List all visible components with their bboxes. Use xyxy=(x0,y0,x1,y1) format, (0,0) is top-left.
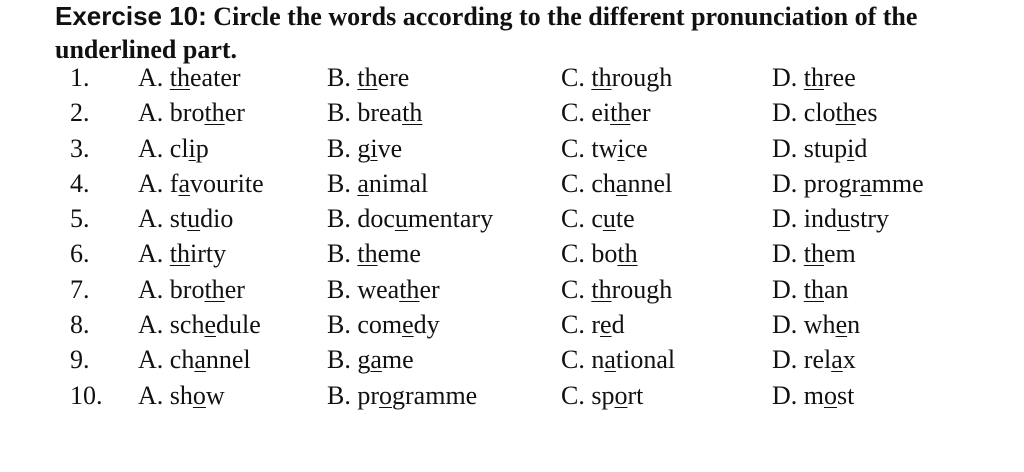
question-number: 9. xyxy=(70,345,90,375)
word-prefix: bro xyxy=(169,98,205,128)
underlined-part: e xyxy=(204,310,216,340)
word-suffix: p xyxy=(195,133,209,163)
option-d[interactable] xyxy=(772,60,856,95)
option-a[interactable] xyxy=(138,131,209,166)
word-prefix: pr xyxy=(357,380,380,410)
exercise-number: Exercise 10: xyxy=(55,1,207,31)
word-suffix: st xyxy=(837,380,855,410)
underlined-part: u xyxy=(394,204,408,234)
underlined-part: i xyxy=(847,133,855,163)
word-suffix: eme xyxy=(377,239,421,269)
word-suffix: ree xyxy=(824,63,856,92)
option-a[interactable] xyxy=(138,201,233,236)
word-prefix: ch xyxy=(169,345,195,375)
option-letter: C. xyxy=(561,380,585,410)
word-prefix: n xyxy=(591,345,605,375)
word-suffix: rough xyxy=(611,63,673,92)
option-d[interactable] xyxy=(772,378,854,413)
question-row xyxy=(0,131,1024,166)
option-d[interactable] xyxy=(772,201,889,236)
option-b[interactable] xyxy=(327,236,421,271)
word-prefix: wh xyxy=(803,310,836,340)
question-number: 8. xyxy=(70,310,90,340)
word-prefix: m xyxy=(803,380,825,410)
option-c[interactable] xyxy=(561,272,672,307)
option-letter: C. xyxy=(561,63,585,92)
option-letter: D. xyxy=(772,274,798,304)
word-suffix: d xyxy=(854,133,868,163)
option-letter: A. xyxy=(138,98,164,128)
word-prefix: sp xyxy=(591,380,615,410)
underlined-part: th xyxy=(204,98,225,128)
word-prefix: sch xyxy=(169,310,205,340)
option-letter: D. xyxy=(772,168,798,198)
option-c[interactable] xyxy=(561,131,648,166)
question-number: 2. xyxy=(70,98,90,128)
underlined-part: th xyxy=(169,63,191,92)
word-suffix: n xyxy=(847,310,861,340)
underlined-part: a xyxy=(604,345,616,375)
underlined-part: a xyxy=(194,345,206,375)
question-row xyxy=(0,378,1024,413)
word-suffix: te xyxy=(615,204,635,234)
question-number: 7. xyxy=(70,274,90,304)
option-c[interactable] xyxy=(561,307,625,342)
option-letter: C. xyxy=(561,345,585,375)
word-suffix: nnel xyxy=(205,345,251,375)
question-number: 10. xyxy=(70,380,103,410)
word-suffix: er xyxy=(224,98,245,128)
option-letter: D. xyxy=(772,239,798,269)
underlined-part: th xyxy=(835,98,856,128)
word-suffix: ce xyxy=(624,133,648,163)
option-letter: B. xyxy=(327,310,351,340)
option-letter: A. xyxy=(138,274,164,304)
word-prefix: ind xyxy=(803,204,838,234)
option-d[interactable] xyxy=(772,342,856,377)
option-c[interactable] xyxy=(561,95,651,130)
word-suffix: mentary xyxy=(407,204,494,234)
word-prefix: progr xyxy=(803,168,861,198)
underlined-part: th xyxy=(803,63,825,92)
underlined-part: i xyxy=(188,133,196,163)
underlined-part: th xyxy=(617,239,638,269)
word-prefix: c xyxy=(591,204,603,234)
exercise-instruction: Circle the words according to the different pronunciation of the underlined part. xyxy=(55,2,918,64)
word-prefix: ei xyxy=(591,98,611,128)
word-prefix: cl xyxy=(169,133,189,163)
question-row xyxy=(0,60,1024,95)
word-prefix: r xyxy=(591,310,601,340)
underlined-part: a xyxy=(178,168,190,198)
question-row xyxy=(0,201,1024,236)
underlined-part: a xyxy=(615,168,628,198)
option-a[interactable] xyxy=(138,166,264,201)
word-prefix: bro xyxy=(169,274,205,304)
word-suffix: rt xyxy=(627,380,644,410)
option-letter: C. xyxy=(561,274,585,304)
underlined-part: u xyxy=(187,204,201,234)
option-d[interactable] xyxy=(772,272,849,307)
question-row xyxy=(0,272,1024,307)
option-letter: D. xyxy=(772,345,798,375)
underlined-part: th xyxy=(803,274,825,304)
option-letter: B. xyxy=(327,380,351,410)
word-suffix: er xyxy=(630,98,651,128)
option-c[interactable] xyxy=(561,378,643,413)
word-suffix: w xyxy=(205,380,225,410)
question-number: 1. xyxy=(70,63,90,92)
word-prefix: doc xyxy=(357,204,395,234)
underlined-part: o xyxy=(192,380,206,410)
word-suffix: gramme xyxy=(392,380,478,410)
question-number: 4. xyxy=(70,168,90,198)
word-prefix: brea xyxy=(357,98,403,128)
underlined-part: th xyxy=(610,98,631,128)
underlined-part: th xyxy=(399,274,420,304)
option-d[interactable] xyxy=(772,131,867,166)
option-letter: A. xyxy=(138,380,164,410)
option-letter: B. xyxy=(327,63,351,92)
option-c[interactable] xyxy=(561,342,675,377)
question-row xyxy=(0,307,1024,342)
word-suffix: ere xyxy=(377,63,410,92)
underlined-part: i xyxy=(370,133,378,163)
word-suffix: es xyxy=(855,98,878,128)
word-suffix: d xyxy=(611,310,625,340)
option-c[interactable] xyxy=(561,166,672,201)
word-suffix: rough xyxy=(611,274,673,304)
word-suffix: stry xyxy=(850,204,890,234)
word-prefix: st xyxy=(169,204,188,234)
option-b[interactable] xyxy=(327,201,493,236)
option-b[interactable] xyxy=(327,95,422,130)
word-suffix: er xyxy=(224,274,245,304)
underlined-part: e xyxy=(835,310,848,340)
word-suffix: nnel xyxy=(627,168,673,198)
question-row xyxy=(0,342,1024,377)
word-prefix: rel xyxy=(803,345,832,375)
option-d[interactable] xyxy=(772,95,877,130)
question-list xyxy=(0,60,1024,413)
option-letter: A. xyxy=(138,63,164,92)
option-d[interactable] xyxy=(772,307,860,342)
option-letter: B. xyxy=(327,133,351,163)
underlined-part: th xyxy=(591,63,612,92)
exercise-title xyxy=(55,0,1015,66)
option-a[interactable] xyxy=(138,236,226,271)
option-letter: C. xyxy=(561,168,585,198)
option-c[interactable] xyxy=(561,201,635,236)
option-letter: B. xyxy=(327,345,351,375)
option-letter: B. xyxy=(327,274,351,304)
word-prefix: tw xyxy=(591,133,618,163)
option-letter: D. xyxy=(772,98,798,128)
word-suffix: dio xyxy=(200,204,234,234)
option-b[interactable] xyxy=(327,272,440,307)
word-suffix: er xyxy=(419,274,440,304)
word-prefix: g xyxy=(357,345,371,375)
underlined-part: u xyxy=(602,204,616,234)
underlined-part: th xyxy=(357,63,378,92)
option-b[interactable] xyxy=(327,378,477,413)
option-letter: B. xyxy=(327,204,351,234)
underlined-part: a xyxy=(370,345,382,375)
option-letter: A. xyxy=(138,204,164,234)
word-suffix: irty xyxy=(190,239,227,269)
word-prefix: g xyxy=(357,133,371,163)
word-suffix: dy xyxy=(413,310,440,340)
underlined-part: th xyxy=(204,274,225,304)
word-suffix: dule xyxy=(216,310,261,340)
word-prefix: stup xyxy=(803,133,848,163)
underlined-part: a xyxy=(357,168,369,198)
option-letter: B. xyxy=(327,168,351,198)
option-letter: D. xyxy=(772,63,798,92)
word-prefix: bo xyxy=(591,239,618,269)
word-suffix: eater xyxy=(190,63,241,92)
word-prefix: ch xyxy=(591,168,616,198)
option-letter: A. xyxy=(138,133,164,163)
word-suffix: ve xyxy=(377,133,403,163)
option-letter: D. xyxy=(772,310,798,340)
option-c[interactable] xyxy=(561,60,672,95)
option-letter: A. xyxy=(138,310,164,340)
underlined-part: e xyxy=(402,310,414,340)
underlined-part: o xyxy=(614,380,628,410)
option-b[interactable] xyxy=(327,166,428,201)
option-a[interactable] xyxy=(138,60,241,95)
question-row xyxy=(0,236,1024,271)
underlined-part: a xyxy=(860,168,872,198)
option-letter: B. xyxy=(327,98,351,128)
word-prefix: wea xyxy=(357,274,400,304)
option-b[interactable] xyxy=(327,307,440,342)
option-letter: C. xyxy=(561,310,585,340)
option-a[interactable] xyxy=(138,272,245,307)
underlined-part: a xyxy=(831,345,843,375)
option-b[interactable] xyxy=(327,60,409,95)
option-a[interactable] xyxy=(138,307,261,342)
option-a[interactable] xyxy=(138,378,225,413)
word-suffix: me xyxy=(381,345,414,375)
underlined-part: th xyxy=(803,239,825,269)
word-suffix: nimal xyxy=(368,168,429,198)
underlined-part: th xyxy=(169,239,191,269)
word-suffix: mme xyxy=(871,168,924,198)
underlined-part: i xyxy=(617,133,625,163)
question-number: 3. xyxy=(70,133,90,163)
word-prefix: com xyxy=(357,310,403,340)
word-prefix: f xyxy=(169,168,179,198)
option-d[interactable] xyxy=(772,236,856,271)
word-prefix: clo xyxy=(803,98,836,128)
underlined-part: th xyxy=(591,274,612,304)
underlined-part: e xyxy=(600,310,612,340)
question-row xyxy=(0,166,1024,201)
underlined-part: th xyxy=(402,98,423,128)
option-letter: C. xyxy=(561,204,585,234)
word-suffix: em xyxy=(824,239,856,269)
word-suffix: an xyxy=(824,274,849,304)
option-b[interactable] xyxy=(327,342,414,377)
option-letter: D. xyxy=(772,204,798,234)
underlined-part: o xyxy=(824,380,838,410)
question-number: 6. xyxy=(70,239,90,269)
option-letter: A. xyxy=(138,239,164,269)
word-suffix: vourite xyxy=(190,168,264,198)
word-suffix: tional xyxy=(615,345,676,375)
word-prefix: sh xyxy=(169,380,193,410)
underlined-part: th xyxy=(357,239,378,269)
option-a[interactable] xyxy=(138,95,245,130)
underlined-part: o xyxy=(379,380,393,410)
option-letter: C. xyxy=(561,133,585,163)
option-letter: A. xyxy=(138,345,164,375)
option-c[interactable] xyxy=(561,236,638,271)
question-number: 5. xyxy=(70,204,90,234)
option-letter: C. xyxy=(561,98,585,128)
option-letter: C. xyxy=(561,239,585,269)
option-d[interactable] xyxy=(772,166,924,201)
word-suffix: x xyxy=(842,345,856,375)
option-b[interactable] xyxy=(327,131,402,166)
option-letter: B. xyxy=(327,239,351,269)
underlined-part: u xyxy=(837,204,851,234)
option-letter: A. xyxy=(138,168,164,198)
option-a[interactable] xyxy=(138,342,251,377)
option-letter: D. xyxy=(772,380,798,410)
question-row xyxy=(0,95,1024,130)
option-letter: D. xyxy=(772,133,798,163)
